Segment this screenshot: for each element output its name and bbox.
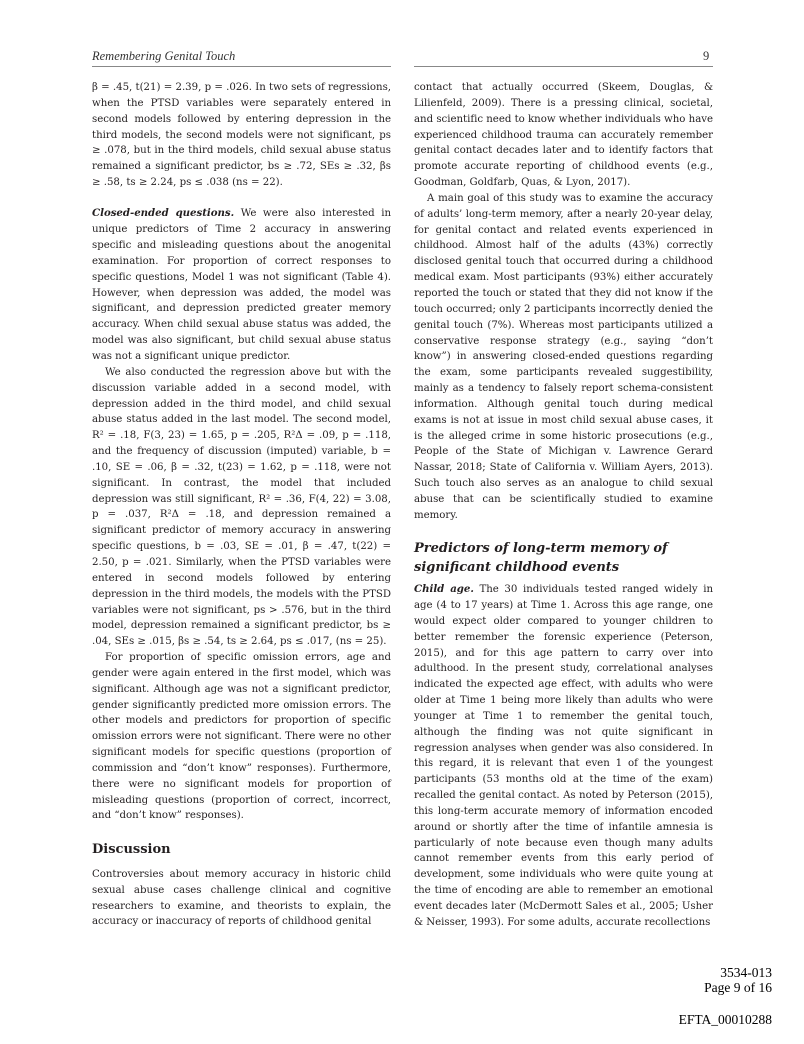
paragraph: We also conducted the regression above but with the discussion variable added in a second model, with depression added in the third model, and child sexual abuse status added in the last model. The second model, R² = .18, F(3, 23) = 1.65, p = .205, R²Δ = .09, p = .118, and the frequency of discussion (imputed) variable, b = .10, SE = .06, β = .32, t(23) = 1.62, p = .118, were not significant. In contrast, the model that included depression was still significant, R² = .36, F(4, 22) = 3.08, p = .037, R²Δ = .18, and depression remained a significant predictor of memory accuracy in answering specific questions, b = .03, SE = .01, β = .47, t(22) = 2.50, p = .021. Similarly, when the PTSD variables were entered in second models followed by entering depression in the third models, the models with the PTSD variables were not significant, ps > .576, but in the third model, depression remained a significant predictor, bs ≥ .04, SEs ≥ .015, βs ≥ .54, ts ≥ 2.64, ps ≤ .017, (ns = 25).: [92, 366, 391, 648]
paragraph: For proportion of specific omission errors, age and gender were again entered in the first model, which was significant. Although age was not a significant predictor, gender significantly predicted more omission errors. The other models and predictors for proportion of specific omission errors were not significant. There were no other significant models for specific questions (proportion of commission and “don’t know” responses). Furthermore, there were no significant models for proportion of misleading questions (proportion of correct, incorrect, and “don’t know” responses).: [92, 652, 391, 822]
running-head: Remembering Genital Touch: [92, 49, 236, 63]
page-number: 9: [703, 49, 710, 63]
paragraph: A main goal of this study was to examine the accuracy of adults’ long-term memory, after a nearly 20-year delay, for genital contact and related events experienced in childhood. Almost half of the adults (43%) correctly disclosed genital touch that occurred during a childhood medical exam. Most participants (93%) either accurately reported the touch or stated that they did not know if the touch occurred; only 2 participants incorrectly denied the genital touch (7%). Whereas most participants utilized a conservative response strategy (e.g., saying “don’t know”) in answering closed-ended questions regarding the exam, some participants revealed suggestibility, mainly as a tendency to falsely report schema-consistent information. Although genital touch during medical exams is not at issue in most child sexual abuse cases, it is the alleged crime in some historic prosecutions (e.g., People of the State of Michigan v. Lawrence Gerard Nassar, 2018; State of California v. William Ayers, 2013). Such touch also serves as an analogue to child sexual abuse that can be scientifically studied to examine memory.: [414, 192, 713, 521]
paragraph: [414, 582, 713, 931]
run-in-heading: Child age.: [414, 583, 474, 596]
paragraph-text: We were also interested in unique predictors of Time 2 accuracy in answering specific and misleading questions about the anogenital examination. For proportion of correct responses to specific questions, Model 1 was not significant (Table 4). However, when depression was added, the model was significant, and depression predicted greater memory accuracy. When child sexual abuse status was added, the model was also significant, but child sexual abuse status was not a significant unique predictor.: [92, 208, 391, 362]
doc-id: 3534-013: [720, 965, 772, 980]
bates-number: EFTA_00010288: [678, 1012, 772, 1027]
run-in-heading: Closed-ended questions.: [92, 207, 235, 220]
subsection-heading: Predictors of long-term memory of significant childhood events: [414, 541, 668, 576]
right-column: [414, 80, 713, 931]
header-rule-right: [414, 66, 713, 67]
section-heading: Discussion: [92, 841, 171, 857]
left-column: [92, 80, 391, 930]
page-of: Page 9 of 16: [704, 980, 772, 995]
paragraph: β = .45, t(21) = 2.39, p = .026. In two sets of regressions, when the PTSD variables were separately entered in second models followed by entering depression in the third models, the second models were not significant, ps ≥ .078, but in the third models, child sexual abuse status remained a significant predictor, bs ≥ .72, SEs ≥ .32, βs ≥ .58, ts ≥ 2.24, ps ≤ .038 (ns = 22).: [92, 82, 391, 189]
paragraph: contact that actually occurred (Skeem, Douglas, & Lilienfeld, 2009). There is a pressing clinical, societal, and scientific need to know whether individuals who have experienced childhood trauma can accurately remember genital contact decades later and to identify factors that promote accurate reporting of childhood events (e.g., Goodman, Goldfarb, Quas, & Lyon, 2017).: [414, 82, 713, 189]
paragraph-text: The 30 individuals tested ranged widely in age (4 to 17 years) at Time 1. Across this age range, one would expect older compared to younger children to better remember the forensic experience (Peterson, 2015), and for this age pattern to carry over into adulthood. In the present study, correlational analyses indicated the expected age effect, with adults who were older at Time 1 being more likely than adults who were younger at Time 1 to remember the genital touch, although the finding was not quite significant in regression analyses when gender was also considered. In this regard, it is relevant that even 1 of the youngest participants (53 months old at the time of the exam) recalled the genital contact. As noted by Peterson (2015), this long-term accurate memory of information encoded around or shortly after the time of infantile amnesia is particularly of note because even though many adults cannot remember events from this early period of development, some individuals who were quite young at the time of encoding are able to remember an emotional event decades later (McDermott Sales et al., 2005; Usher & Neisser, 1993). For some adults, accurate recollections: [414, 584, 713, 928]
paragraph: [92, 206, 391, 364]
paragraph: Controversies about memory accuracy in historic child sexual abuse cases challenge clinical and cognitive researchers to examine, and theorists to explain, the accuracy or inaccuracy of reports of childhood genital: [92, 868, 391, 928]
header-rule-left: [92, 66, 391, 67]
